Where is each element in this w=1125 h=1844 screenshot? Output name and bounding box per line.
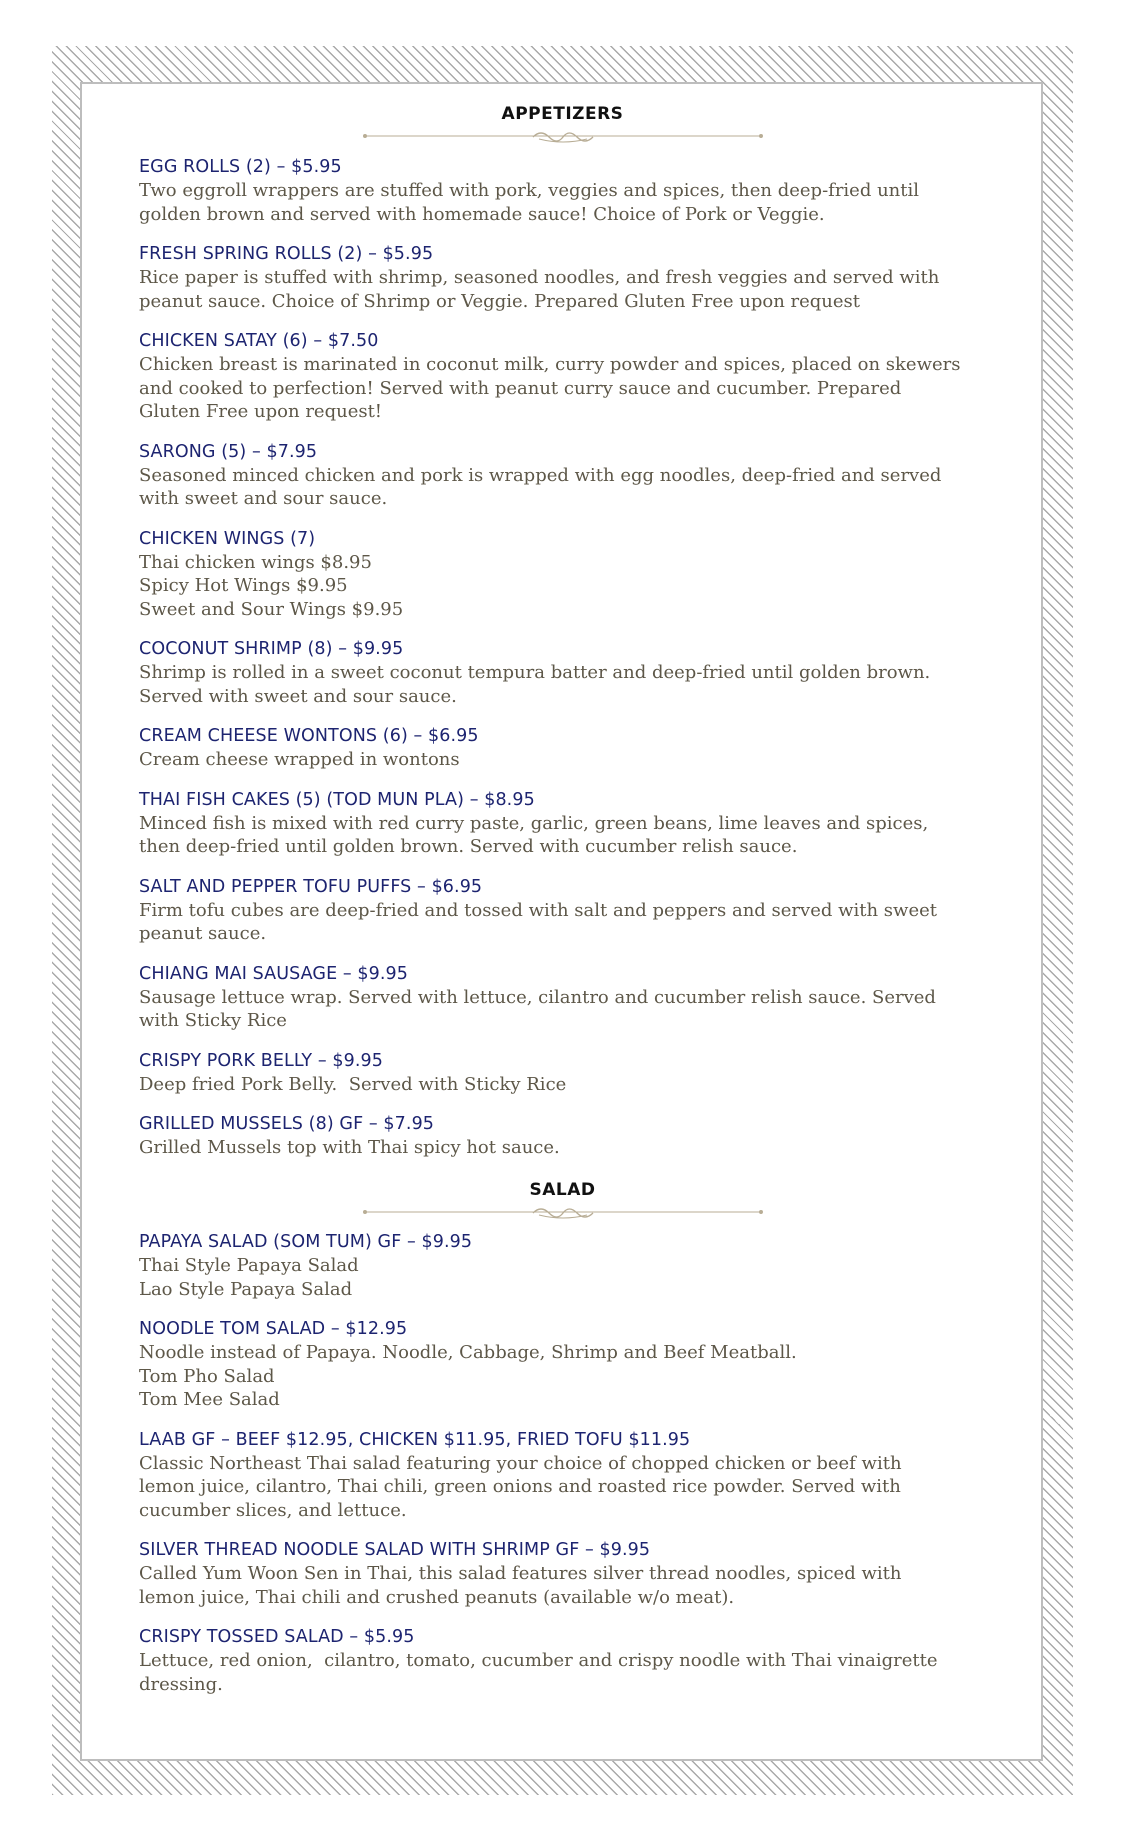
menu-item [139, 1112, 989, 1160]
menu-item [139, 242, 989, 313]
menu-item-description: Minced fish is mixed with red curry paste, garlic, green beans, lime leaves and spices, [139, 812, 929, 834]
menu-item-name: FRESH SPRING ROLLS (2) – $5.95 [139, 244, 434, 264]
menu-item-name: CHIANG MAI SAUSAGE – $9.95 [139, 963, 409, 984]
menu-item-description: Cream cheese wrapped in wontons [139, 749, 460, 770]
menu-item-name: GRILLED MUSSELS (8) GF – $7.95 [139, 1114, 435, 1134]
menu-item-description: Served with sweet and sour sauce. [139, 685, 457, 707]
salad-list [139, 1230, 989, 1712]
menu-item-name: CREAM CHEESE WONTONS (6) – $6.95 [139, 726, 479, 746]
menu-item-description: Chicken breast is marinated in coconut milk, curry powder and spices, placed on skewers [139, 354, 961, 375]
menu-item-description: Gluten Free upon request! [139, 401, 383, 422]
menu-item-description: Two eggroll wrappers are stuffed with pork, veggies and spices, then deep-fried until [139, 180, 920, 201]
menu-item-name: COCONUT SHRIMP (8) – $9.95 [139, 639, 404, 659]
menu-item-description: Sausage lettuce wrap. Served with lettuce, cilantro and cucumber relish sauce. Served [139, 986, 936, 1008]
menu-item-description: with Sticky Rice [139, 1010, 287, 1031]
menu-item-description: with sweet and sour sauce. [139, 488, 388, 509]
menu-item [139, 1428, 989, 1523]
menu-item-name: CRISPY PORK BELLY – $9.95 [139, 1050, 383, 1071]
menu-item-description: Thai chicken wings $8.95 [139, 551, 372, 573]
menu-item-description: Classic Northeast Thai salad featuring your choice of chopped chicken or beef with [139, 1452, 902, 1474]
menu-item-description: then deep-fried until golden brown. Served with cucumber relish sauce. [139, 836, 798, 857]
menu-item-name: SARONG (5) – $7.95 [139, 441, 318, 462]
menu-item-name: CRISPY TOSSED SALAD – $5.95 [139, 1627, 415, 1647]
menu-item-name: PAPAYA SALAD (SOM TUM) GF – $9.95 [139, 1232, 473, 1252]
menu-item-name: NOODLE TOM SALAD – $12.95 [139, 1319, 408, 1339]
menu-item-description: dressing. [139, 1673, 223, 1695]
menu-item-description: Grilled Mussels top with Thai spicy hot sauce. [139, 1137, 560, 1158]
menu-item-name: THAI FISH CAKES (5) (TOD MUN PLA) – $8.95 [139, 789, 535, 810]
menu-item-description: Seasoned minced chicken and pork is wrapped with egg noodles, deep-fried and served [139, 464, 942, 486]
menu-item-description: peanut sauce. Choice of Shrimp or Veggie. Prepared Gluten Free upon request [139, 290, 861, 312]
menu-item-name: SALT AND PEPPER TOFU PUFFS – $6.95 [139, 876, 483, 897]
menu-item [139, 962, 989, 1033]
menu-item-description: Lao Style Papaya Salad [139, 1278, 353, 1300]
salad-header [0, 1180, 1125, 1220]
menu-item-description: lemon juice, cilantro, Thai chili, green onions and roasted rice powder. Served with [139, 1476, 901, 1497]
menu-item-description: Firm tofu cubes are deep-fried and tossed with salt and peppers and served with sweet [139, 899, 937, 921]
menu-item-name: CHICKEN SATAY (6) – $7.50 [139, 331, 379, 351]
menu-item-name: CHICKEN WINGS (7) [139, 528, 316, 549]
appetizers-list [139, 155, 989, 1176]
menu-item [139, 1538, 989, 1609]
menu-item-description: and cooked to perfection! Served with peanut curry sauce and cucumber. Prepared [139, 377, 902, 399]
menu-item [139, 875, 989, 946]
appetizers-header [0, 104, 1125, 144]
menu-item-description: Thai Style Papaya Salad [139, 1255, 359, 1276]
ornament-divider-icon [363, 1204, 763, 1220]
menu-item-description: Shrimp is rolled in a sweet coconut tempura batter and deep-fried until golden brown. [139, 662, 931, 683]
ornament-divider-icon [363, 128, 763, 144]
menu-item-description: Sweet and Sour Wings $9.95 [139, 598, 404, 620]
menu-item [139, 1625, 989, 1696]
menu-item-description: Lettuce, red onion, cilantro, tomato, cucumber and crispy noodle with Thai vinaigrette [139, 1650, 938, 1671]
menu-item-description: Called Yum Woon Sen in Thai, this salad features silver thread noodles, spiced with [139, 1563, 902, 1584]
menu-item-description: Rice paper is stuffed with shrimp, seasoned noodles, and fresh veggies and served with [139, 267, 940, 288]
menu-item-description: Spicy Hot Wings $9.95 [139, 575, 348, 596]
menu-item [139, 440, 989, 511]
menu-item-description: Deep fried Pork Belly. Served with Sticky Rice [139, 1073, 567, 1095]
menu-item-description: Tom Mee Salad [139, 1389, 280, 1410]
section-title: SALAD [529, 1180, 596, 1200]
menu-item-description: lemon juice, Thai chili and crushed peanuts (available w/o meat). [139, 1586, 735, 1608]
menu-item [139, 527, 989, 622]
menu-item-name: EGG ROLLS (2) – $5.95 [139, 157, 342, 177]
menu-item [139, 329, 989, 424]
menu-item [139, 1230, 989, 1301]
menu-item [139, 788, 989, 859]
menu-item [139, 724, 989, 772]
menu-item-name: SILVER THREAD NOODLE SALAD WITH SHRIMP GF – $9.95 [139, 1540, 651, 1560]
section-title: APPETIZERS [501, 104, 624, 124]
menu-item-description: Noodle instead of Papaya. Noodle, Cabbage, Shrimp and Beef Meatball. [139, 1342, 797, 1363]
menu-item [139, 1317, 989, 1412]
menu-item [139, 1049, 989, 1097]
menu-item-description: Tom Pho Salad [139, 1365, 275, 1387]
menu-item-description: cucumber slices, and lettuce. [139, 1499, 407, 1521]
menu-item [139, 155, 989, 226]
menu-item-description: peanut sauce. [139, 923, 267, 944]
menu-item [139, 637, 989, 708]
menu-item-description: golden brown and served with homemade sauce! Choice of Pork or Veggie. [139, 203, 825, 225]
menu-item-name: LAAB GF – BEEF $12.95, CHICKEN $11.95, FRIED TOFU $11.95 [139, 1429, 691, 1450]
